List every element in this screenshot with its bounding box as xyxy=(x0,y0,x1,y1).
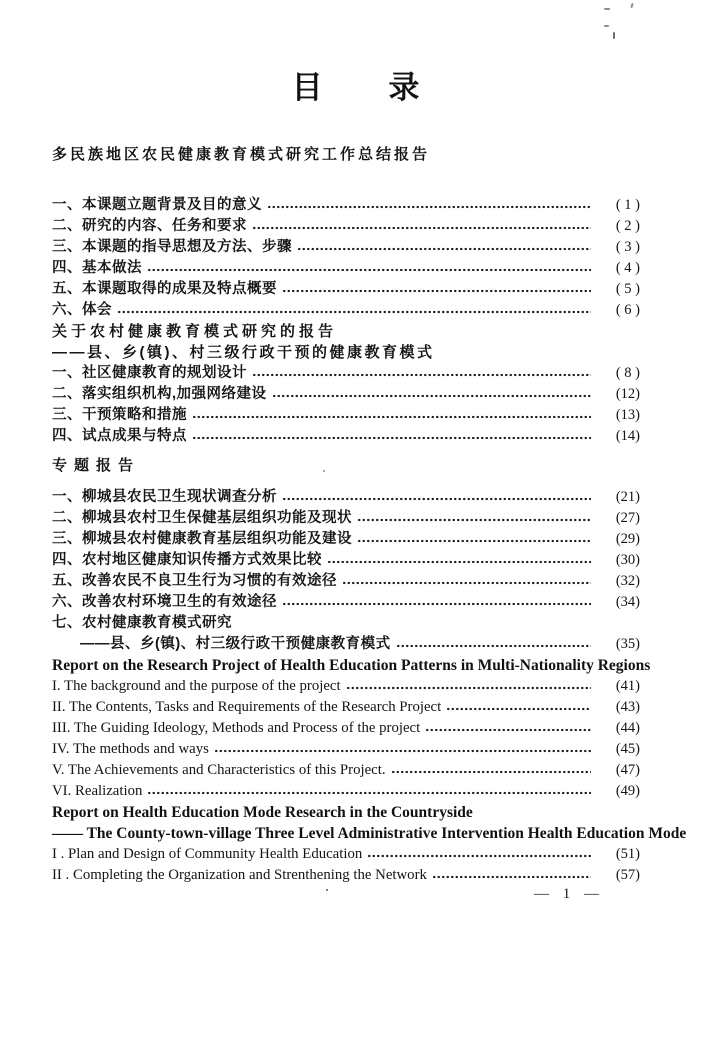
dot-leader xyxy=(187,405,594,426)
dot-leader xyxy=(277,487,594,508)
scan-speck xyxy=(326,889,328,891)
dot-leader xyxy=(362,844,594,865)
page-number: ( 5 ) xyxy=(615,281,640,297)
toc-entry xyxy=(52,592,640,613)
entry-title: 三、柳城县农村健康教育基层组织功能及建设 xyxy=(52,531,352,547)
toc-entry xyxy=(52,384,640,405)
page-number: ( 3 ) xyxy=(615,239,640,255)
page-number: (44) xyxy=(615,720,640,736)
toc-entry xyxy=(52,363,640,384)
toc-entry xyxy=(52,739,640,760)
dot-leader xyxy=(441,697,594,718)
toc-entry xyxy=(52,550,640,571)
dot-leader xyxy=(292,237,594,258)
page-number: (12) xyxy=(615,386,640,402)
toc-entry xyxy=(52,844,640,865)
dot-leader xyxy=(262,195,594,216)
toc-list xyxy=(52,106,687,886)
toc-entry xyxy=(52,529,640,550)
entry-title: 五、改善农民不良卫生行为习惯的有效途径 xyxy=(52,573,337,589)
page-number: ( 8 ) xyxy=(615,365,640,381)
entry-title: III. The Guiding Ideology, Methods and Process of the project xyxy=(52,720,421,736)
dot-leader xyxy=(427,865,594,886)
entry-title: 一、柳城县农民卫生现状调查分析 xyxy=(52,489,277,505)
dot-leader xyxy=(142,258,594,279)
page-number: ( 2 ) xyxy=(615,218,640,234)
dot-leader xyxy=(277,592,594,613)
toc-entry xyxy=(52,300,640,321)
page-number: (45) xyxy=(615,741,640,757)
entry-title: 二、柳城县农村卫生保健基层组织功能及现状 xyxy=(52,510,352,526)
toc-entry xyxy=(52,676,640,697)
entry-title: ——县、乡(镇)、村三级行政干预健康教育模式 xyxy=(80,636,391,652)
entry-title: 七、农村健康教育模式研究 xyxy=(52,615,232,631)
page-number: ( 1 ) xyxy=(615,197,640,213)
entry-title: 四、农村地区健康知识传播方式效果比较 xyxy=(52,552,322,568)
section-heading: ——县、乡(镇)、村三级行政干预的健康教育模式 xyxy=(52,344,435,361)
page-number: (47) xyxy=(615,762,640,778)
footer-page-number: — 1 — xyxy=(534,886,599,902)
scan-speck xyxy=(604,8,610,10)
page-number: (21) xyxy=(615,489,640,505)
toc-entry xyxy=(52,405,640,426)
dot-leader xyxy=(341,676,594,697)
entry-title: 一、社区健康教育的规划设计 xyxy=(52,365,247,381)
dot-leader xyxy=(247,216,594,237)
toc-entry xyxy=(52,697,640,718)
toc-entry xyxy=(52,279,640,300)
dot-leader xyxy=(209,739,594,760)
entry-title: 六、体会 xyxy=(52,302,112,318)
entry-title: 二、落实组织机构,加强网络建设 xyxy=(52,386,267,402)
scan-speck xyxy=(604,25,609,27)
entry-title: 四、基本做法 xyxy=(52,260,142,276)
toc-entry xyxy=(52,865,640,886)
entry-title: 六、改善农村环境卫生的有效途径 xyxy=(52,594,277,610)
page-number: (57) xyxy=(615,867,640,883)
toc-entry xyxy=(52,634,640,655)
page-number: (51) xyxy=(615,846,640,862)
page-number: ( 6 ) xyxy=(615,302,640,318)
toc-entry xyxy=(52,258,640,279)
dot-leader xyxy=(352,529,594,550)
page-number: (32) xyxy=(615,573,640,589)
entry-title: 五、本课题取得的成果及特点概要 xyxy=(52,281,277,297)
dot-leader xyxy=(420,718,594,739)
scan-speck xyxy=(613,32,615,39)
dot-leader xyxy=(337,571,594,592)
toc-entry xyxy=(52,426,640,447)
toc-entry xyxy=(52,571,640,592)
entry-title: I. The background and the purpose of the project xyxy=(52,678,341,694)
page-number: (13) xyxy=(615,407,640,423)
entry-title: 四、试点成果与特点 xyxy=(52,428,187,444)
section-heading: 多民族地区农民健康教育模式研究工作总结报告 xyxy=(52,146,431,163)
dot-leader xyxy=(352,508,594,529)
page-number: (14) xyxy=(615,428,640,444)
page-number: (30) xyxy=(615,552,640,568)
entry-title: 三、干预策略和措施 xyxy=(52,407,187,423)
page-number: (27) xyxy=(615,510,640,526)
toc-entry xyxy=(52,613,640,634)
toc-entry xyxy=(52,508,640,529)
page-number: (49) xyxy=(615,783,640,799)
dot-leader xyxy=(277,279,594,300)
section-heading: Report on the Research Project of Health Education Patterns in Multi-Nationality Regions xyxy=(52,657,651,674)
section-heading: 专题报告 xyxy=(52,457,141,474)
toc-entry xyxy=(52,487,640,508)
scan-speck xyxy=(630,3,633,8)
toc-entry xyxy=(52,216,640,237)
entry-title: II . Completing the Organization and Strenthening the Network xyxy=(52,867,427,883)
toc-entry xyxy=(52,781,640,802)
dot-leader xyxy=(322,550,594,571)
toc-entry xyxy=(52,237,640,258)
entry-title: V. The Achievements and Characteristics of this Project. xyxy=(52,762,386,778)
entry-title: I . Plan and Design of Community Health Education xyxy=(52,846,363,862)
dot-leader xyxy=(187,426,594,447)
entry-title: IV. The methods and ways xyxy=(52,741,209,757)
toc-entry xyxy=(52,718,640,739)
section-heading: —— The County-town-village Three Level Administrative Intervention Health Education Mode xyxy=(52,825,687,842)
dot-leader xyxy=(112,300,594,321)
page-title: 目 录 xyxy=(291,70,422,105)
page-number: (29) xyxy=(615,531,640,547)
section-heading: 关于农村健康教育模式研究的报告 xyxy=(52,323,338,340)
page-number: (35) xyxy=(615,636,640,652)
toc-entry xyxy=(52,760,640,781)
entry-title: 二、研究的内容、任务和要求 xyxy=(52,218,247,234)
section-heading: Report on Health Education Mode Research in the Countryside xyxy=(52,804,473,821)
entry-title: 一、本课题立题背景及目的意义 xyxy=(52,197,262,213)
dot-leader xyxy=(142,781,594,802)
dot-leader xyxy=(267,384,594,405)
page-footer xyxy=(534,886,599,903)
page-number: (34) xyxy=(615,594,640,610)
entry-title: VI. Realization xyxy=(52,783,143,799)
dot-leader xyxy=(386,760,594,781)
page-number: ( 4 ) xyxy=(615,260,640,276)
page-number: (43) xyxy=(615,699,640,715)
entry-title: II. The Contents, Tasks and Requirements of the Research Project xyxy=(52,699,442,715)
toc-entry xyxy=(52,195,640,216)
entry-title: 三、本课题的指导思想及方法、步骤 xyxy=(52,239,292,255)
page-number: (41) xyxy=(615,678,640,694)
dot-leader xyxy=(247,363,594,384)
dot-leader xyxy=(391,634,594,655)
